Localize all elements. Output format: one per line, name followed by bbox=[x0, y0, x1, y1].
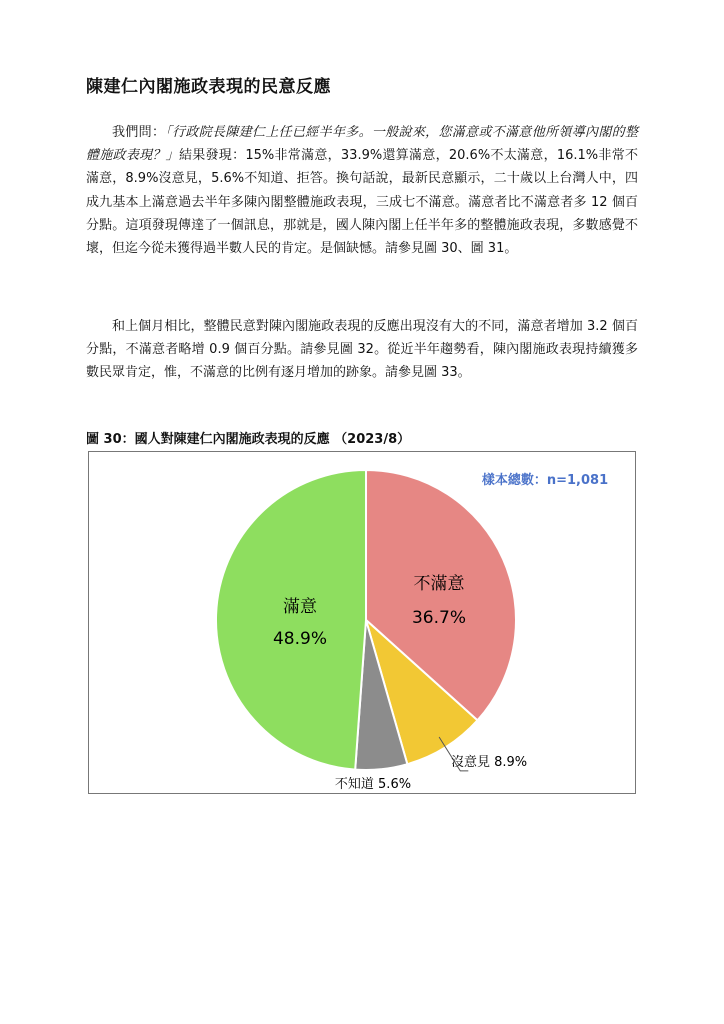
survey-question: 「行政院長陳建仁上任已經半年多。一般說來，您滿意或不滿意他所領導內閣的整體施政表現？」 bbox=[86, 125, 638, 164]
slice-label-dissatisfied: 不滿意 bbox=[413, 574, 465, 594]
paragraph-2: 和上個月相比，整體民意對陳內閣施政表現的反應出現沒有大的不同，滿意者增加 3.2 個百分點，不滿意者略增 0.9 個百分點。請參見圖 32。從近半年趨勢看，陳內閣施政表現持續獲多數民眾肯定，惟，不滿意的比例有逐月增加的跡象。請參見圖 33。 bbox=[86, 319, 638, 381]
para1-body: 結果發現：15%非常滿意，33.9%還算滿意，20.6%不太滿意，16.1%非常不滿意，8.9%沒意見，5.6%不知道、拒答。換句話說，最新民意顯示，二十歲以上台灣人中，四成九基本上滿意過去半年多陳內閣整體施政表現，三成七不滿意。滿意者比不滿意者多 12 個百分點。這項發現傳達了一個訊息，那就是，國人陳內閣上任半年多的整體施政表現，多數感覺不壞，但迄今從未獲得過半數人民的肯定。是個缺憾。請參見圖 30、圖 31。 bbox=[86, 148, 638, 257]
figure-caption: 圖 30：國人對陳建仁內閣施政表現的反應 （2023/8） bbox=[86, 432, 411, 447]
slice-label-satisfied: 滿意 bbox=[283, 597, 317, 617]
slice-label-dont-know: 不知道 5.6% bbox=[334, 777, 412, 792]
pie-slice-satisfied bbox=[216, 470, 366, 770]
para1-lead: 我們問： bbox=[112, 125, 166, 140]
paragraph-1 bbox=[86, 121, 638, 260]
pie-chart bbox=[89, 452, 637, 795]
page-title: 陳建仁內閣施政表現的民意反應 bbox=[86, 77, 331, 97]
slice-value-satisfied: 48.9% bbox=[272, 629, 328, 649]
pie-chart-frame bbox=[88, 451, 636, 794]
sample-size-label: 樣本總數：n=1,081 bbox=[481, 473, 609, 488]
slice-label-no-opinion: 沒意見 8.9% bbox=[451, 755, 528, 770]
slice-value-dissatisfied: 36.7% bbox=[411, 608, 467, 628]
